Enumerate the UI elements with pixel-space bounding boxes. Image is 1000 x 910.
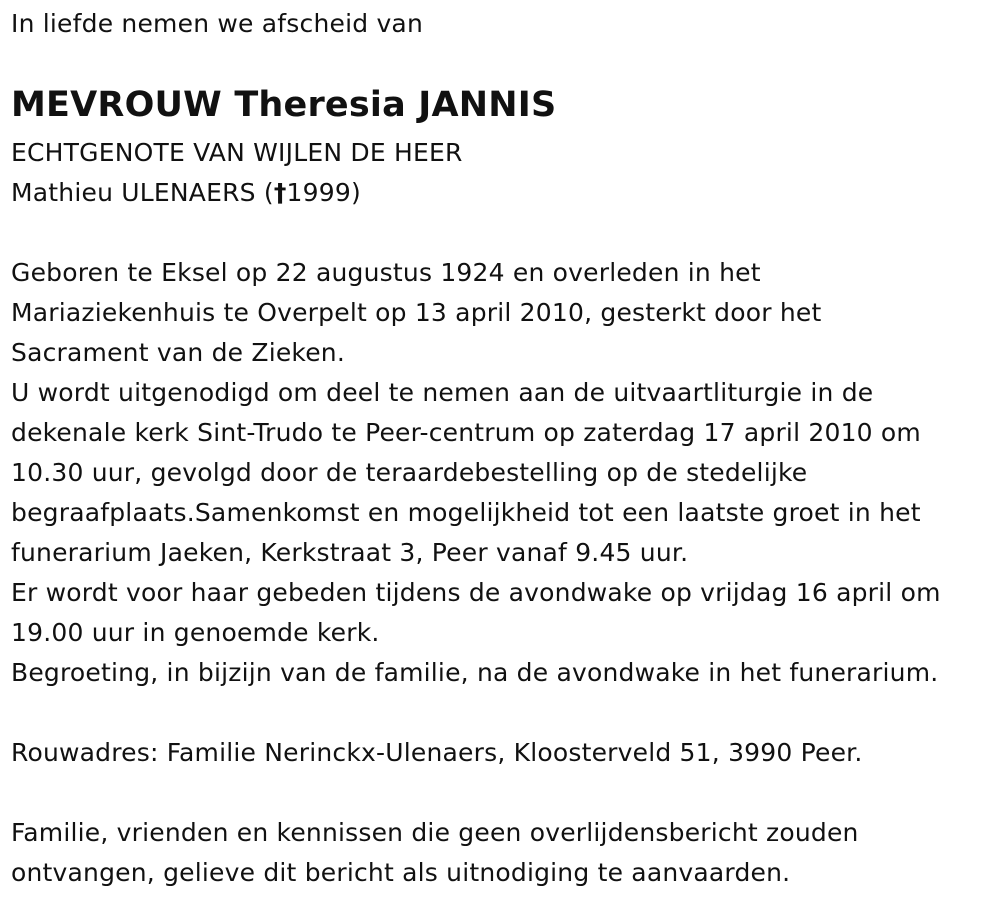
- body-line: dekenale kerk Sint-Trudo te Peer-centrum op zaterdag 17 april 2010 om: [11, 418, 921, 447]
- spouse-death-year: 1999): [286, 178, 361, 207]
- spouse-name-line: [11, 173, 361, 213]
- spouse-name: Mathieu ULENAERS (: [11, 178, 274, 207]
- body-line: Geboren te Eksel op 22 augustus 1924 en overleden in het: [11, 258, 761, 287]
- closing-line: Familie, vrienden en kennissen die geen overlijdensbericht zouden: [11, 818, 859, 847]
- body-line: funerarium Jaeken, Kerkstraat 3, Peer vanaf 9.45 uur.: [11, 538, 689, 567]
- body-line: 10.30 uur, gevolgd door de teraardebestelling op de stedelijke: [11, 458, 808, 487]
- spouse-title: ECHTGENOTE VAN WIJLEN DE HEER: [11, 138, 463, 167]
- body-line: 19.00 uur in genoemde kerk.: [11, 618, 380, 647]
- body-line: Mariaziekenhuis te Overpelt op 13 april 2010, gesterkt door het: [11, 298, 822, 327]
- body-line: begraafplaats.Samenkomst en mogelijkheid tot een laatste groet in het: [11, 498, 921, 527]
- body-line: Begroeting, in bijzijn van de familie, na de avondwake in het funerarium.: [11, 658, 939, 687]
- body-line: U wordt uitgenodigd om deel te nemen aan de uitvaartliturgie in de: [11, 378, 874, 407]
- mourning-address: Rouwadres: Familie Nerinckx-Ulenaers, Kloosterveld 51, 3990 Peer.: [11, 738, 863, 767]
- deceased-name: MEVROUW Theresia JANNIS: [11, 85, 557, 125]
- closing-line: ontvangen, gelieve dit bericht als uitnodiging te aanvaarden.: [11, 858, 791, 887]
- body-line: Sacrament van de Zieken.: [11, 338, 345, 367]
- intro-line: In liefde nemen we afscheid van: [11, 9, 423, 38]
- cross-icon: †: [273, 178, 287, 207]
- body-line: Er wordt voor haar gebeden tijdens de avondwake op vrijdag 16 april om: [11, 578, 941, 607]
